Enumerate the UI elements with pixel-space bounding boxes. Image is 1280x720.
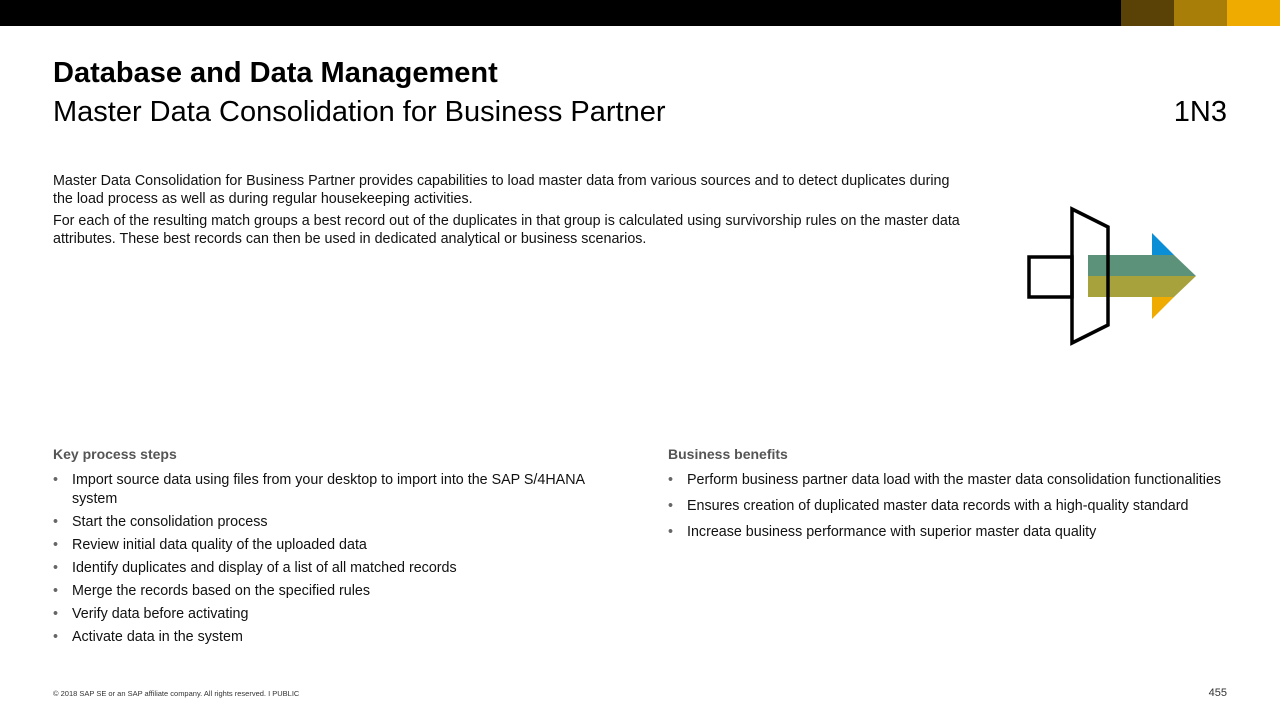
input-box-outline xyxy=(1029,257,1072,297)
brand-swatch-mid xyxy=(1174,0,1227,26)
page-number: 455 xyxy=(1208,687,1227,699)
bullet-icon: • xyxy=(53,514,59,530)
bullet-icon: • xyxy=(53,629,59,645)
footer-copyright: © 2018 SAP SE or an SAP affiliate company. All rights reserved. I PUBLIC xyxy=(53,689,300,698)
page-title: Database and Data Management xyxy=(53,57,498,89)
intro-paragraph-1: Master Data Consolidation for Business Partner provides capabilities to load master data from various sources and to detect duplicates during the load process as well as during regular housekeeping activities. xyxy=(53,173,950,207)
list-item-text: Perform business partner data load with the master data consolidation functionalities xyxy=(687,472,1222,488)
list-item xyxy=(53,628,613,647)
arrow-gold-wing xyxy=(1152,297,1174,319)
bullet-icon: • xyxy=(53,560,59,576)
list-item xyxy=(53,559,613,578)
list-item xyxy=(53,471,613,509)
list-item-text: Increase business performance with superior master data quality xyxy=(687,524,1097,540)
bullet-icon: • xyxy=(668,498,674,514)
list-item-text: Ensures creation of duplicated master data records with a high-quality standard xyxy=(687,498,1189,514)
list-item-text: Import source data using files from your desktop to import into the SAP S/4HANA system xyxy=(72,472,585,507)
list-item-text: Review initial data quality of the uploaded data xyxy=(72,537,367,553)
bullet-icon: • xyxy=(53,537,59,553)
brand-swatch-dark xyxy=(1121,0,1174,26)
bullet-icon: • xyxy=(53,472,59,488)
business-benefits-heading: Business benefits xyxy=(668,446,788,462)
key-process-steps-list xyxy=(53,471,613,651)
bullet-icon: • xyxy=(668,524,674,540)
list-item-text: Merge the records based on the specified rules xyxy=(72,583,371,599)
list-item xyxy=(668,471,1228,490)
list-item xyxy=(53,513,613,532)
intro-paragraph-2: For each of the resulting match groups a best record out of the duplicates in that group is calculated using survivorship rules on the master data attributes. These best records can then be used in dedicated analytical or business scenarios. xyxy=(53,213,960,247)
arrow-green-band xyxy=(1088,255,1196,276)
bullet-icon: • xyxy=(53,583,59,599)
page-subtitle: Master Data Consolidation for Business Partner xyxy=(53,96,666,128)
list-item xyxy=(53,536,613,555)
list-item-text: Start the consolidation process xyxy=(72,514,268,530)
list-item-text: Identify duplicates and display of a list of all matched records xyxy=(72,560,457,576)
list-item xyxy=(53,582,613,601)
brand-swatch-gold xyxy=(1227,0,1280,26)
consolidation-funnel-arrow-icon xyxy=(1022,205,1200,347)
list-item xyxy=(53,605,613,624)
top-bar xyxy=(0,0,1280,26)
list-item-text: Verify data before activating xyxy=(72,606,249,622)
list-item-text: Activate data in the system xyxy=(72,629,243,645)
bullet-icon: • xyxy=(668,472,674,488)
list-item xyxy=(668,497,1228,516)
intro-text xyxy=(53,172,968,252)
business-benefits-list xyxy=(668,471,1228,549)
arrow-olive-band xyxy=(1088,276,1196,297)
list-item xyxy=(668,523,1228,542)
bullet-icon: • xyxy=(53,606,59,622)
key-process-steps-heading: Key process steps xyxy=(53,446,177,462)
scope-item-code: 1N3 xyxy=(1173,96,1227,128)
arrow-blue-wing xyxy=(1152,233,1174,255)
